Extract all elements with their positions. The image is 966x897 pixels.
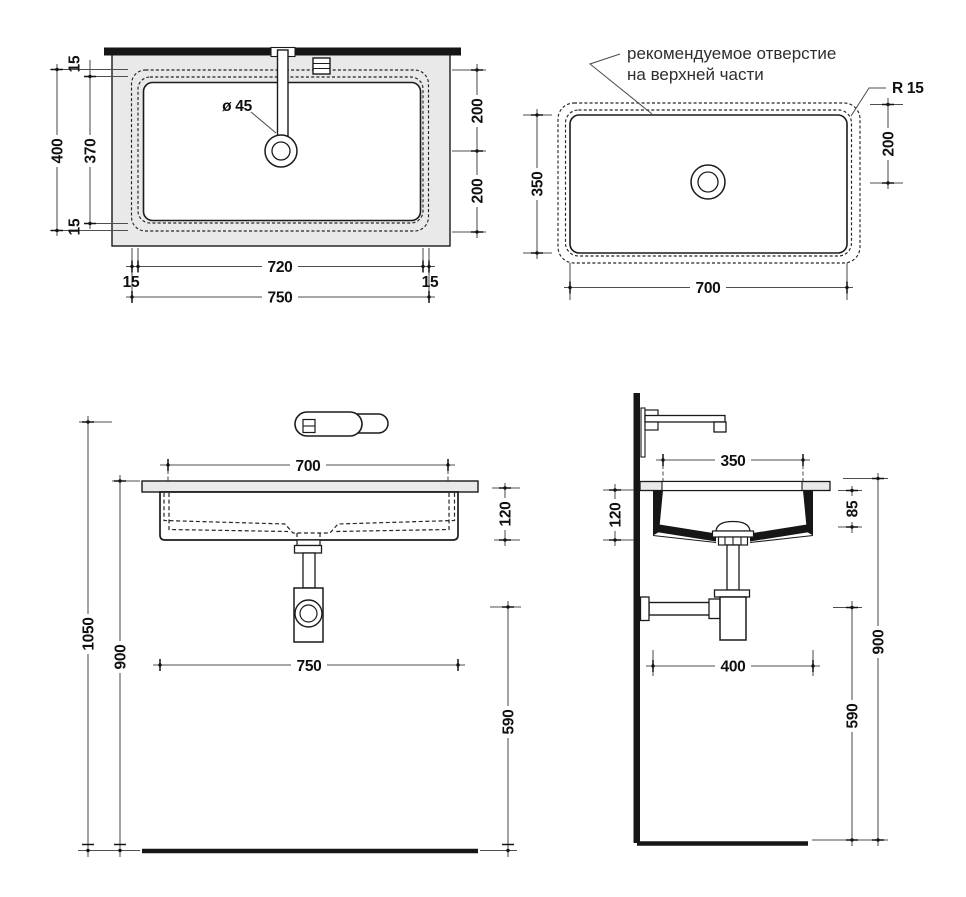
trap-collar bbox=[715, 590, 750, 597]
view-top-plan-cutout bbox=[523, 44, 924, 300]
dim-cutout-width: 700 bbox=[295, 458, 321, 475]
basin-body bbox=[160, 492, 458, 540]
dim-counter-height: 900 bbox=[870, 629, 888, 655]
wall-pipe-flange bbox=[641, 597, 650, 621]
dim-overall-depth: 400 bbox=[720, 658, 746, 676]
dim-overall-width: 750 bbox=[296, 658, 322, 675]
view-side-section bbox=[603, 393, 888, 846]
dim-overall-depth: 400 bbox=[49, 138, 67, 164]
dim-drain-from-top: 200 bbox=[880, 131, 898, 157]
dim-overall-width: 750 bbox=[267, 289, 293, 307]
bottle-trap bbox=[720, 597, 746, 640]
drain-flange bbox=[295, 546, 322, 554]
dim-rim-bottom: 15 bbox=[66, 218, 84, 236]
dim-outlet-height: 590 bbox=[844, 703, 862, 729]
note-leader bbox=[590, 54, 652, 114]
drain-tailpipe bbox=[727, 545, 739, 590]
drain-locknut bbox=[297, 540, 320, 546]
faucet-spout bbox=[278, 50, 289, 136]
faucet-mount-lower bbox=[645, 422, 658, 430]
dim-basin-height: 120 bbox=[607, 502, 625, 528]
dim-corner-radius: R 15 bbox=[892, 80, 924, 97]
recommended-cutout bbox=[570, 115, 847, 253]
dim-rim-right: 15 bbox=[421, 274, 439, 291]
waste-flange bbox=[713, 531, 754, 537]
bottle-trap bbox=[294, 588, 323, 642]
dim-drain-from-top: 200 bbox=[469, 98, 487, 124]
faucet-spout-end bbox=[714, 422, 726, 432]
popup-waste-dome bbox=[716, 522, 750, 532]
drain-hole bbox=[265, 135, 297, 167]
faucet-spout bbox=[645, 416, 725, 423]
waste-pipe-to-wall bbox=[649, 603, 711, 616]
cutout-gap bbox=[662, 482, 802, 491]
dim-drain-diameter: ø 45 bbox=[222, 98, 252, 115]
radius-leader bbox=[851, 88, 886, 116]
dimensions-side bbox=[603, 453, 888, 847]
wall bbox=[634, 393, 641, 843]
faucet-handle bbox=[313, 58, 330, 74]
drain-tailpipe bbox=[303, 553, 315, 588]
dim-counter-height: 900 bbox=[112, 644, 130, 670]
dim-cutout-depth: 350 bbox=[529, 171, 547, 197]
cutout-note-line2: на верхней части bbox=[627, 65, 764, 84]
dim-rim-left: 15 bbox=[122, 274, 140, 291]
dim-bowl-depth: 85 bbox=[844, 500, 862, 518]
dim-rim-top: 15 bbox=[66, 55, 84, 73]
view-front-elevation bbox=[78, 412, 521, 857]
countertop-section bbox=[142, 481, 478, 492]
dim-cutout-depth: 350 bbox=[720, 453, 746, 470]
view-top-plan-counter bbox=[49, 48, 487, 307]
dim-bowl-depth: 370 bbox=[82, 138, 100, 164]
cutout-note-line1: рекомендуемое отверстие bbox=[627, 44, 837, 63]
dim-cutout-width: 700 bbox=[695, 280, 721, 297]
dim-bowl-width: 720 bbox=[267, 259, 293, 276]
dim-mixer-height: 1050 bbox=[80, 617, 98, 651]
pipe-union-nut bbox=[709, 599, 720, 619]
dim-basin-height: 120 bbox=[497, 501, 515, 527]
dim-outlet-height: 590 bbox=[500, 709, 518, 735]
dim-drain-from-bottom: 200 bbox=[469, 178, 487, 204]
